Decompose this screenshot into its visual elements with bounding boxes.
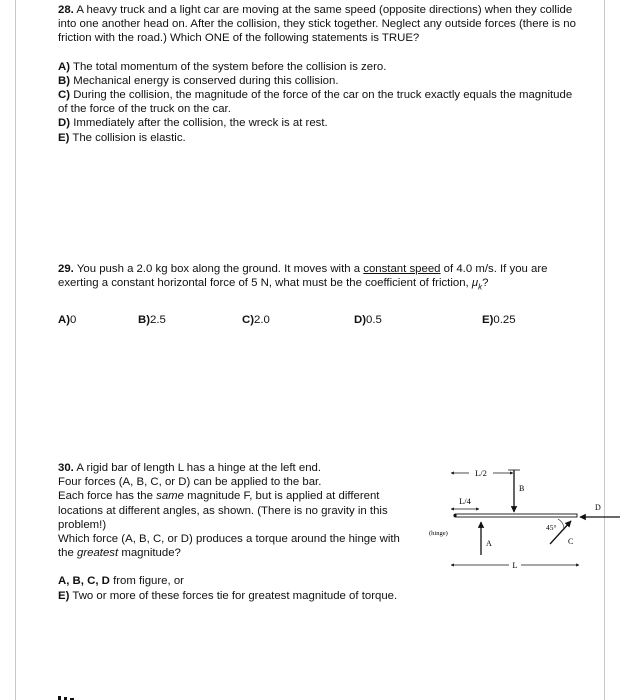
q28-option-c: C) During the collision, the magnitude of the force of the car on the truck exactly equals the magnitude of the force of the truck on the car. xyxy=(58,89,573,116)
q30-line-4: Which force (A, B, C, or D) produces a torque around the hinge with the greatest magnitude? xyxy=(58,533,400,560)
force-a-label: A xyxy=(486,539,492,548)
question-29 xyxy=(58,262,578,295)
force-d-label: D xyxy=(595,503,601,512)
q29-choice-c: C) 2.0 xyxy=(242,314,270,326)
q29-choice-d: D) 0.5 xyxy=(354,314,382,326)
q30-bar-figure xyxy=(425,462,620,578)
q28-option-e: E) The collision is elastic. xyxy=(58,131,186,144)
next-question-fragment xyxy=(58,690,88,700)
q29-choice-b: B) 2.5 xyxy=(138,314,166,326)
q29-choice-a: A) 0 xyxy=(58,314,77,326)
q28-option-a: A) The total momentum of the system before the collision is zero. xyxy=(58,60,387,73)
q30-line-1: 30. A rigid bar of length L has a hinge at the left end. xyxy=(58,462,322,474)
q29-stem: 29. You push a 2.0 kg box along the ground. It moves with a constant speed of 4.0 m/s. If you are exerting a constant horizontal force of 5 N, what must be the coefficient of friction, $\mu_k$? xyxy=(58,263,548,292)
q29-constant-speed: constant speed xyxy=(363,263,441,275)
full-length-label: L xyxy=(512,560,518,570)
q28-number: 28. xyxy=(58,4,74,16)
force-b-label: B xyxy=(519,484,525,493)
q28-stem-text: A heavy truck and a light car are moving at the same speed (opposite directions) when they collide into one another head on. After the collision, they stick together. Neglect any outside forces (there is no friction with the road.) Which ONE of the following statements is TRUE? xyxy=(58,4,576,45)
q30-line-3: Each force has the same magnitude F, but is applied at different locations at different angles, as shown. (There is no gravity in this problem!) xyxy=(58,490,388,531)
quarter-length-label: L/4 xyxy=(459,496,471,506)
q28-stem xyxy=(58,3,578,46)
q30-line-2: Four forces (A, B, C, or D) can be applied to the bar. xyxy=(58,476,322,489)
q29-mu-symbol: μ xyxy=(471,277,479,290)
angle-arc xyxy=(558,519,564,528)
hinge-label: (hinge) xyxy=(429,530,448,537)
q29-choice-e: E) 0.25 xyxy=(482,314,516,326)
q30-answer-1: A, B, C, D from figure, or xyxy=(58,575,184,588)
rigid-bar xyxy=(455,514,577,517)
q30-answer-2: E) Two or more of these forces tie for greatest magnitude of torque. xyxy=(58,589,398,602)
question-30 xyxy=(58,461,413,603)
force-c-label: C xyxy=(568,537,574,546)
angle-label: 45° xyxy=(546,523,557,532)
half-length-label: L/2 xyxy=(475,468,487,478)
hinge-pivot xyxy=(453,514,456,517)
q28-option-d: D) Immediately after the collision, the wreck is at rest. xyxy=(58,117,328,130)
q28-option-b: B) Mechanical energy is conserved during this collision. xyxy=(58,74,339,87)
question-28 xyxy=(58,3,578,145)
